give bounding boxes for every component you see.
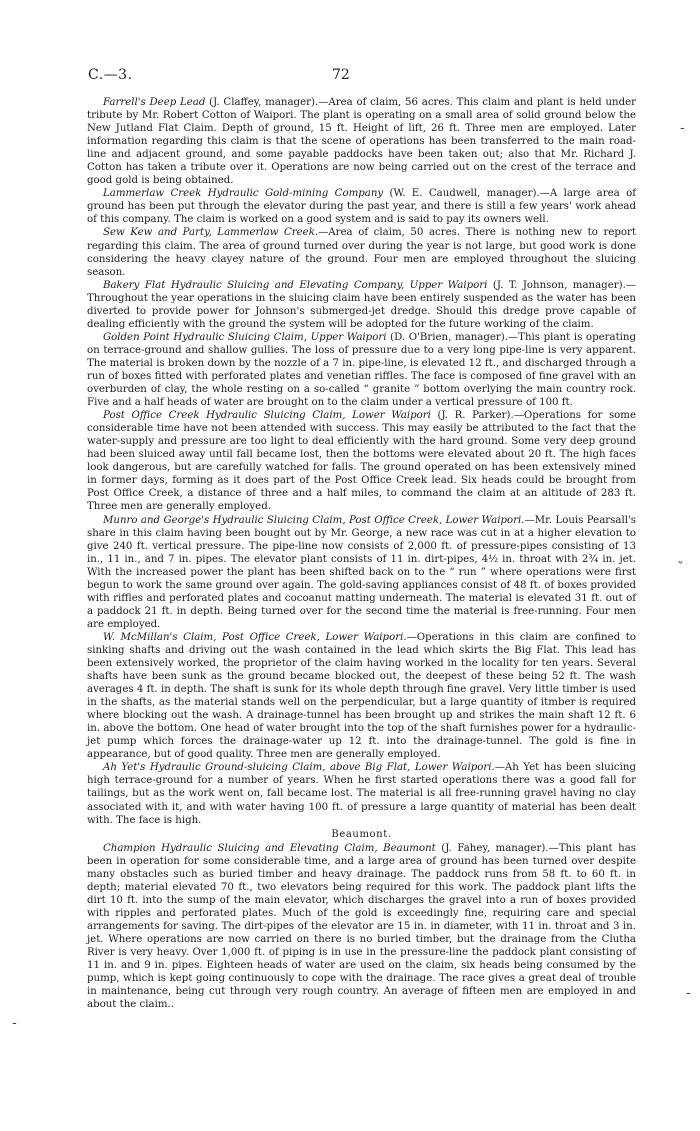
paragraph [87, 514, 636, 631]
paragraph-title: Farrell's Deep Lead [103, 97, 206, 108]
paragraph [87, 331, 636, 409]
paragraph-text: (J. T. Johnson, manager).—Throughout the year operations in the sluicing claim have been entirely suspended as the water has been diverted to provide power for Johnson's submerged-jet dredge. Should this dredge prove capable of dealing efficiently with the ground the system will be adopted for the future working of the claim. [87, 279, 636, 330]
section-heading: Beaumont. [331, 828, 392, 840]
paragraph-text: —Area of claim, 50 acres. There is nothing new to report regarding this claim. The area of ground turned over during the year is not large, but good work is done considering the heavy clayey nature of the ground. Four men are employed throughout the sluicing season. [87, 227, 636, 278]
paragraph-title: W. McMillan's Claim, Post Office Creek, Lower Waipori. [103, 631, 407, 643]
paragraph-text: (D. O'Brien, manager).—This plant is operating on terrace-ground and shallow gullies. The loss of pressure due to a very long pipe-line is very apparent. The material is broken down by the nozzle of a 7 in. pipe-line, is elevated 12 ft., and discharged through a run of boxes fitted with perforated plates and venetian riffles. The face is composed of fine gravel with an overburden of clay, the whole resting on a so-called “ granite ” bottom overlying the main country rock. Five and a half heads of water are brought on to the claim under a vertical pressure of 100 ft. [87, 331, 636, 409]
paragraph-text: —Mr. Louis Pearsall's share in this claim having been bought out by Mr. George, a new race was cut in at a higher elevation to give 240 ft. vertical pressure. The pipe-line now consists of 2,000 ft. of pressure-pipes consisting of 13 in., 11 in., and 7 in. pipes. The elevator plant consists of 11 in. dirt-pipes, 4½ in. throat with 2¾ in. jet. With the increased power the plant has been shifted back on to the “ run ” where operations were first begun to work the same ground over again. The gold-saving appliances consist of 48 ft. of boxes provided with riffles and perforated plates and cocoanut matting underneath. The material is elevated 31 ft. out of a paddock 21 ft. in depth. Being turned over for the second time the material is free-running. Four men are employed. [87, 514, 636, 630]
paragraph-text: (W. E. Caudwell, manager).—A large area of ground has been put through the elevator during the past year, and there is still a few years' work ahead of this company. The claim is worked on a good system and is said to pay its owners well. [87, 188, 636, 226]
margin-mark: ‐ [686, 985, 691, 1001]
paragraph-text: (J. Fahey, manager).—This plant has been in operation for some considerable time, and a large area of ground has been turned over despite many obstacles such as buried timber and heavy drainage. The paddock runs from 58 ft. to 60 ft. in depth; material elevated 70 ft., two elevators being required for this work. The paddock plant lifts the dirt 10 ft. into the sump of the main elevator, which discharges the gravel into a run of boxes provided with ripples and perforated plates. Much of the gold is exceedingly fine, requiring care and special arrangements for saving. The dirt-pipes of the elevator are 15 in. in diameter, with 11 in. throat and 3 in. jet. Where operations are now carried on there is no buried timber, but the drainage from the Clutha River is very heavy. Over 1,000 ft. of piping is in use in the pressure-line the paddock plant consisting of 11 in. and 9 in. pipes. Eighteen heads of water are used on the claim, six heads being consumed by the pump, which is kept going continuously to cope with the drainage. The race gives a great deal of trouble in maintenance, being cut through very rough country. An average of fifteen men are employed in and about the claim.. [87, 842, 637, 1011]
paragraph-title: Golden Point Hydraulic Sluicing Claim, Upper Waipori [103, 331, 387, 343]
paragraph-title: Ah Yet's Hydraulic Ground-sluicing Claim, above Big Flat, Lower Waipori. [103, 762, 495, 774]
paragraph-title: Post Office Creek Hydraulic Sluicing Claim, Lower Waipori [103, 410, 431, 422]
paragraph [87, 631, 636, 761]
paragraph-title: Champion Hydraulic Sluicing and Elevating Claim, Beaumont [103, 842, 436, 854]
paragraph-text: (J. Claffey, manager).—Area of claim, 56 acres. This claim and plant is held under tribute by Mr. Robert Cotton of Waipori. The plant is operating on a small area of solid ground below the New Jutland Flat Claim. Depth of ground, 15 ft. Height of lift, 26 ft. Three men are employed. Later information regarding this claim is that the scene of operations has been transferred to the main road-line and adjacent ground, and some payable paddocks have been taken out; also that Mr. Richard J. Cotton has taken a tribute over it. Operations are now being carried out on the crest of the terrace and good gold is being obtained. [87, 97, 636, 187]
paragraph [87, 226, 636, 278]
paragraph-title: Bakery Flat Hydraulic Sluicing and Elevating Company, Upper Waipori [103, 279, 488, 291]
paragraph [87, 761, 636, 826]
margin-mark: ‐ [680, 120, 685, 136]
header-reference: C.—3. [88, 67, 133, 83]
paragraph [87, 842, 636, 1012]
paragraph [87, 187, 636, 226]
paragraph-text: (J. R. Parker).—Operations for some considerable time have not been attended with success. This may easily be attributed to the fact that the water-supply and pressure are too light to deal efficiently with the hard ground. Some very deep ground had been sluiced away until fall became lost, then the bottoms were elevated about 20 ft. The high faces look dangerous, but are carefully watched for falls. The ground operated on has been extensively mined in former days, forming as it does part of the Post Office Creek lead. Six heads could be brought from Post Office Creek, a distance of three and a half miles, to command the claim at an altitude of 283 ft. Three men are generally employed. [87, 410, 636, 513]
paragraph-title: Sew Kew and Party, Lammerlaw Creek. [103, 227, 319, 239]
paragraph [87, 409, 636, 513]
paragraph-title: Munro and George's Hydraulic Sluicing Claim, Post Office Creek, Lower Waipori. [103, 514, 525, 526]
margin-mark: ‐ [12, 1015, 17, 1031]
paragraph-text: —Ah Yet has been sluicing high terrace-ground for a number of years. When he first started operations there was a good fall for tailings, but as the work went on, fall became lost. The material is all free-running gravel having no clay associated with it, and with water having 100 ft. of pressure a large quantity of material has been dealt with. The face is high. [87, 762, 636, 826]
paragraph-title: Lammerlaw Creek Hydraulic Gold-mining Company [103, 188, 384, 200]
page-number: 72 [332, 67, 350, 83]
paragraph-text: —Operations in this claim are confined to sinking shafts and driving out the wash contained in the lead which skirts the Big Flat. This lead has been extensively worked, the proprietor of the claim having worked in the locality for ten years. Several shafts have been sunk as the ground became blocked out, the deepest of these being 52 ft. The wash averages 4 ft. in depth. The shaft is sunk for its whole depth through fine gravel. Very little timber is used in the shafts, as the material stands well on the perpendicular, but a large quantity of itmber is required where blocking out the wash. A drainage-tunnel has been brought up and strikes the main shaft 12 ft. 6 in. above the bottom. One head of water brought into the top of the shaft furnishes power for a hydraulic-jet pump which forces the drainage-water up 12 ft. into the drainage-tunnel. The gold is fine in appearance, but of good quality. Three men are generally employed. [87, 631, 636, 761]
margin-mark: ˇ [677, 560, 684, 576]
paragraph [87, 279, 636, 331]
paragraph [87, 96, 636, 187]
page-body [87, 96, 636, 1011]
